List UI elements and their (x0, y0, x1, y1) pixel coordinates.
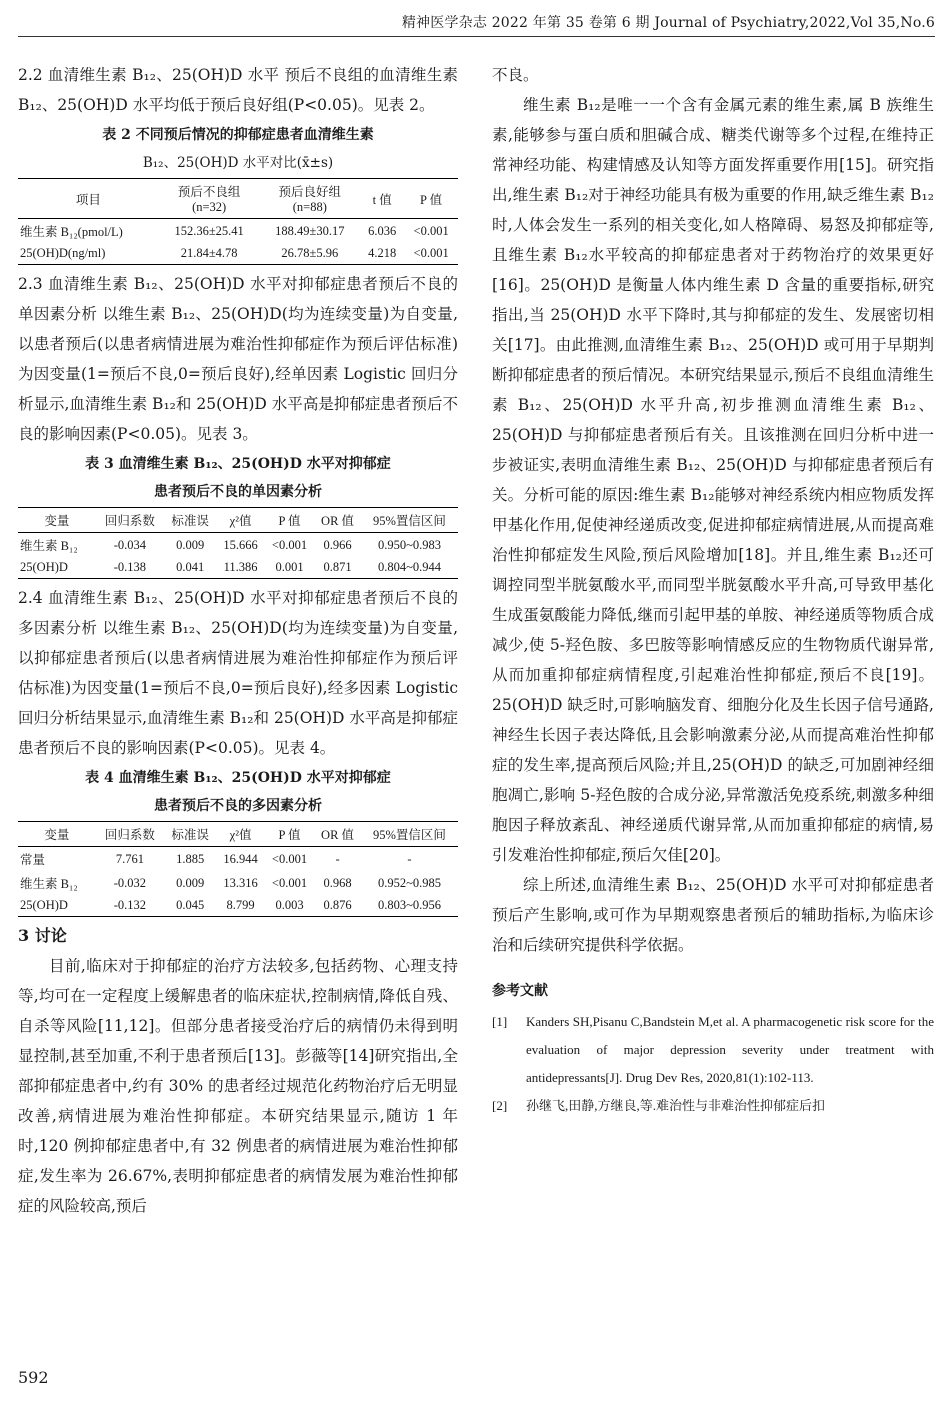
table-cell: <0.001 (271, 851, 308, 866)
table-header-cell: χ²值 (216, 822, 264, 847)
section-2-4: 2.4 血清维生素 B₁₂、25(OH)D 水平对抑郁症患者预后不良的多因素分析 以维生素 B₁₂、25(OH)D(均为连续变量)为自变量,以抑郁症患者预后(以患者病情进展为难治性抑郁症作为预后评估标准)为因变量(1=预后不良,0=预后良好),经多因素 Logistic 回归分析结果显示,血清维生素 B₁₂和 25(OH)D 水平高是抑郁症患者预后不良的影响因素(P<0.05)。见表 4。 (18, 589, 458, 757)
discussion-paragraph-1: 目前,临床对于抑郁症的治疗方法较多,包括药物、心理支持等,均可在一定程度上缓解患者的临床症状,控制病情,降低自残、自杀等风险[11,12]。但部分患者接受治疗后的病情仍未得到明显控制,甚至加重,不利于患者预后[13]。彭薇等[14]研究指出,全部抑郁症患者中,约有 30% 的患者经过规范化药物治疗后无明显改善,病情进展为难治性抑郁症。本研究结果显示,随访 1 年时,120 例抑郁症患者中,有 32 例患者的病情进展为难治性抑郁症,发生率为 26.67%,表明抑郁症患者的病情发展为难治性抑郁症的风险较高,预后 (18, 957, 458, 1215)
table-cell: 0.966 (323, 537, 352, 552)
table-row (18, 847, 458, 872)
table-cell: 8.799 (226, 898, 255, 912)
table-cell: 维生素 B₁₂ (20, 877, 78, 891)
right-column (492, 60, 934, 1120)
table-header-cell: OR 值 (314, 508, 361, 533)
table-header-cell (259, 179, 360, 219)
table-cell: <0.001 (413, 246, 449, 260)
table3-caption-line1: 表 3 血清维生素 B₁₂、25(OH)D 水平对抑郁症 (85, 456, 391, 472)
table-header-cell: 标准误 (164, 508, 216, 533)
table-cell: <0.001 (271, 875, 308, 890)
table-cell: 0.803~0.956 (377, 898, 441, 912)
running-header: 精神医学杂志 2022 年第 35 卷第 6 期 Journal of Psychiatry,2022,Vol 35,No.6 (401, 15, 935, 31)
table-cell: 维生素 B₁₂ (20, 539, 78, 553)
table-header-cell: P 值 (404, 179, 458, 219)
table-cell: 26.78±5.96 (281, 246, 339, 260)
table-cell: -0.132 (113, 898, 147, 912)
table-header-cell: 回归系数 (96, 822, 164, 847)
table-row (18, 533, 458, 558)
table-2 (18, 178, 458, 265)
table-cell: 0.003 (275, 898, 304, 912)
table-cell: 0.009 (176, 537, 205, 552)
table-cell: 0.968 (323, 875, 352, 890)
table-cell: 13.316 (223, 875, 258, 890)
table-cell: 15.666 (223, 537, 258, 552)
table-cell: 0.009 (176, 875, 205, 890)
table-cell: 6.036 (368, 223, 397, 238)
table-3 (18, 507, 458, 579)
table-cell: 0.045 (176, 898, 205, 912)
discussion-paragraph-3: 综上所述,血清维生素 B₁₂、25(OH)D 水平可对抑郁症患者预后产生影响,或可作为早期观察患者预后的辅助指标,为临床诊治和后续研究提供科学依据。 (492, 876, 934, 954)
table-header-cell: t 值 (360, 179, 404, 219)
reference-number: [1] (492, 1014, 508, 1029)
table-cell: 0.001 (275, 560, 304, 574)
table-cell: 25(OH)D (20, 560, 68, 574)
discussion-paragraph-2: 维生素 B₁₂是唯一一个含有金属元素的维生素,属 B 族维生素,能够参与蛋白质和胆碱合成、糖类代谢等多个过程,在维持正常神经功能、构建情感及认知等方面发挥重要作用[15]。研究指出,维生素 B₁₂对于神经功能具有极为重要的作用,缺乏维生素 B₁₂时,人体会发生一系列的相关变化,如人格障碍、易怒及抑郁症等,且维生素 B₁₂水平较高的抑郁症患者对于药物治疗的效果更好[16]。25(OH)D 是衡量人体内维生素 D 含量的重要指标,研究指出,当 25(OH)D 水平下降时,其与抑郁症的发生、发展密切相关[17]。由此推测,血清维生素 B₁₂、25(OH)D 或可用于早期判断抑郁症患者的预后情况。本研究结果显示,预后不良组血清维生素 B₁₂、25(OH)D 水平升高,初步推测血清维生素 B₁₂、25(OH)D 与抑郁症患者预后有关。且该推测在回归分析中进一步被证实,表明血清维生素 B₁₂、25(OH)D 与抑郁症患者预后有关。分析可能的原因:维生素 B₁₂能够对神经系统内相应物质发挥甲基化作用,促使神经递质改变,促进抑郁症病情进展,从而提高难治性抑郁症发生风险,预后风险增加[18]。并且,维生素 B₁₂还可调控同型半胱氨酸水平,而同型半胱氨酸水平升高,可导致甲基化生成蛋氨酸能力降低,继而引起甲基的单胺、神经递质等物质合成减少,使 5-羟色胺、多巴胺等影响情感反应的生物物质代谢异常,从而加重抑郁症病情程度,引起难治性抑郁症,预后不良[19]。25(OH)D 缺乏时,可影响脑发育、细胞分化及生长因子信号通路,神经生长因子表达降低,且会影响激素分泌,从而提高难治性抑郁症的发生率,提高预后风险;并且,25(OH)D 的缺乏,可加剧神经细胞凋亡,影响 5-羟色胺的合成分泌,异常激活免疫系统,刺激多种细胞因子释放紊乱、神经递质代谢异常,从而加重抑郁症的病情,易引发难治性抑郁症,预后欠佳[20]。 (492, 96, 934, 864)
section-2-3: 2.3 血清维生素 B₁₂、25(OH)D 水平对抑郁症患者预后不良的单因素分析 以维生素 B₁₂、25(OH)D(均为连续变量)为自变量,以患者预后(以患者病情进展为难治性抑郁症作为预后评估标准)为因变量(1=预后不良,0=预后良好),经单因素 Logistic 回归分析显示,血清维生素 B₁₂和 25(OH)D 水平高是抑郁症患者预后不良的影响因素(P<0.05)。见表 3。 (18, 275, 458, 443)
table-header-text: 预后良好组 (278, 185, 342, 199)
table-header-text: 预后不良组 (177, 185, 241, 199)
table-header-text: (n=88) (292, 200, 327, 214)
table-cell: 0.041 (176, 560, 205, 574)
table-cell: -0.034 (113, 537, 147, 552)
table-cell: <0.001 (271, 537, 308, 552)
table-header-cell: P 值 (265, 822, 314, 847)
page-number: 592 (18, 1368, 49, 1387)
discussion-paragraph-1-end: 不良。 (492, 66, 539, 84)
table-header-cell: 变量 (18, 508, 96, 533)
table-header-cell: 回归系数 (96, 508, 164, 533)
table-row (18, 557, 458, 579)
table2-caption-line1: 表 2 不同预后情况的抑郁症患者血清维生素 (102, 127, 374, 143)
header-rule (18, 36, 935, 37)
table-cell: 常量 (20, 853, 46, 867)
section-2-2: 2.2 血清维生素 B₁₂、25(OH)D 水平 预后不良组的血清维生素 B₁₂、25(OH)D 水平均低于预后良好组(P<0.05)。见表 2。 (18, 66, 458, 114)
table-row (18, 243, 458, 265)
reference-text: 孙继飞,田静,方继良,等.难治性与非难治性抑郁症后扣 (526, 1098, 826, 1113)
table-header-cell: 95%置信区间 (361, 822, 458, 847)
table-cell: -0.032 (113, 875, 147, 890)
table-header-text: (n=32) (192, 200, 227, 214)
reference-number: [2] (492, 1098, 508, 1113)
table-cell: 0.871 (323, 560, 352, 574)
table2-caption-line2: B₁₂、25(OH)D 水平对比(x̄±s) (142, 155, 334, 171)
table3-caption-line2: 患者预后不良的单因素分析 (154, 484, 322, 500)
reference-item (492, 1092, 934, 1120)
table-cell: 16.944 (223, 851, 258, 866)
table4-caption-line2: 患者预后不良的多因素分析 (154, 798, 322, 814)
table-cell: 0.950~0.983 (377, 537, 441, 552)
section-3-heading: 3 讨论 (18, 926, 67, 945)
table-header-cell: 95%置信区间 (361, 508, 458, 533)
reference-text: Kanders SH,Pisanu C,Bandstein M,et al. A pharmacogenetic risk score for the evaluation of major depression severity under treatment with antidepressants[J]. Drug Dev Res, 2020,81(1):102-113. (526, 1014, 934, 1085)
table-header-cell: OR 值 (314, 822, 361, 847)
table-row (18, 895, 458, 917)
table-row (18, 871, 458, 895)
table-cell: <0.001 (413, 223, 449, 238)
table-cell: 0.952~0.985 (377, 875, 441, 890)
table-cell: 维生素 B₁₂(pmol/L) (20, 225, 123, 239)
table-4 (18, 821, 458, 917)
table-header-cell: 标准误 (164, 822, 216, 847)
table-header-cell: 变量 (18, 822, 96, 847)
table-cell: 7.761 (115, 851, 144, 866)
table-header-cell: P 值 (265, 508, 314, 533)
reference-item (492, 1008, 934, 1092)
table-cell: 25(OH)D (20, 898, 68, 912)
left-column (18, 60, 458, 1221)
table-cell: 152.36±25.41 (174, 223, 244, 238)
table-header-cell (159, 179, 260, 219)
table-cell: 4.218 (368, 246, 397, 260)
table-cell: 0.876 (323, 898, 352, 912)
table-cell: -0.138 (113, 560, 147, 574)
table4-caption-line1: 表 4 血清维生素 B₁₂、25(OH)D 水平对抑郁症 (85, 770, 391, 786)
table-row (18, 219, 458, 244)
table-cell: 1.885 (176, 851, 205, 866)
table-header-cell: χ²值 (216, 508, 264, 533)
table-cell: 0.804~0.944 (377, 560, 441, 574)
table-cell: - (407, 851, 412, 866)
table-header-cell: 项目 (18, 179, 159, 219)
table-cell: 188.49±30.17 (275, 223, 345, 238)
table-cell: 25(OH)D(ng/ml) (20, 246, 106, 260)
table-cell: 21.84±4.78 (180, 246, 238, 260)
table-cell: - (335, 851, 340, 866)
references-heading: 参考文献 (492, 983, 548, 999)
table-cell: 11.386 (223, 560, 258, 574)
